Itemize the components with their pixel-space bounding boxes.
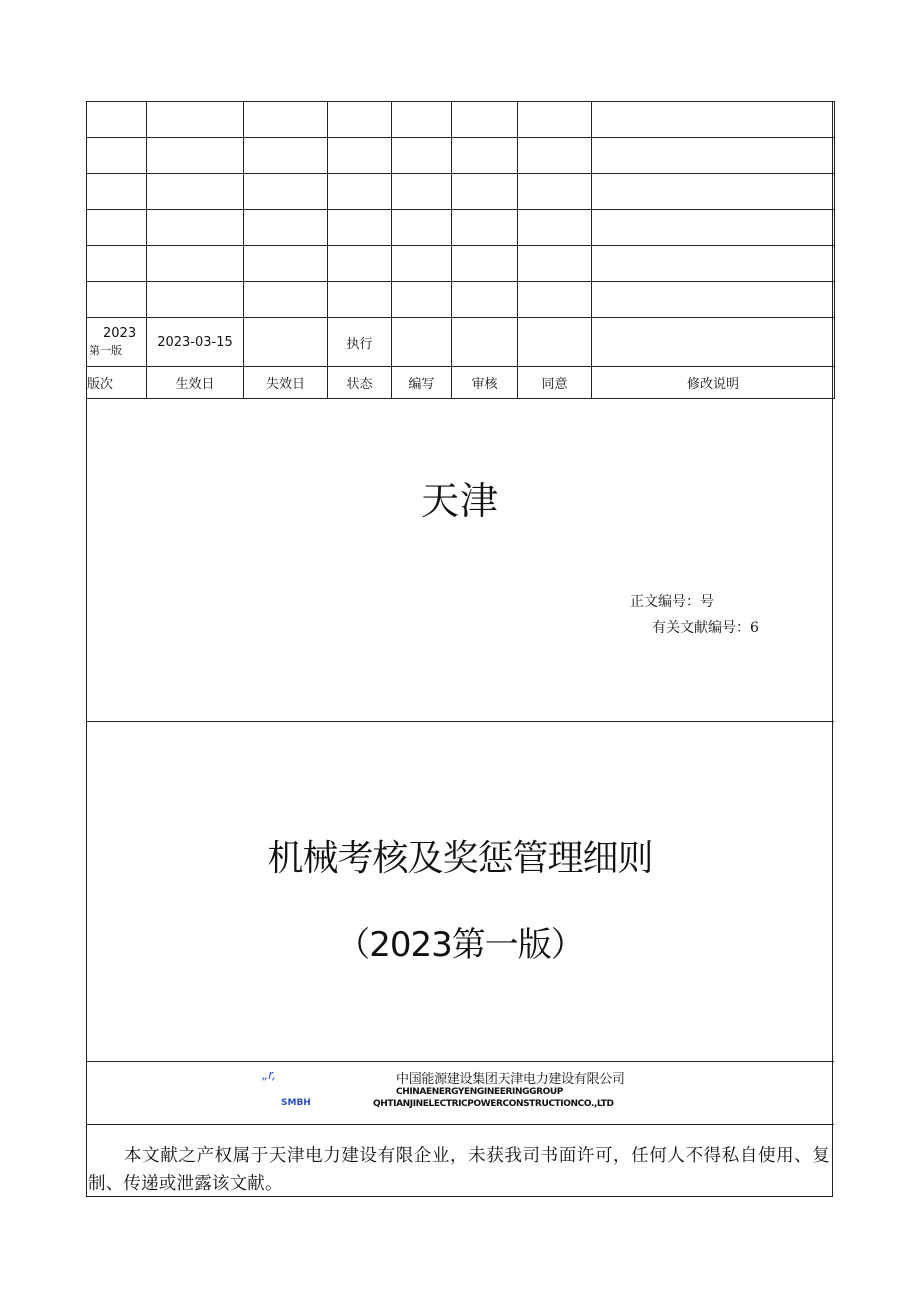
- table-cell: [87, 174, 147, 210]
- revision-header-row: [87, 367, 835, 399]
- document-title: 机械考核及奖惩管理细则: [267, 838, 653, 879]
- table-cell: [392, 174, 452, 210]
- table-cell: [392, 138, 452, 174]
- table-cell: [244, 138, 328, 174]
- revision-row: [87, 318, 835, 367]
- section-divider: [86, 721, 834, 722]
- table-cell: [87, 282, 147, 318]
- company-logo-icon: „r,: [262, 1068, 276, 1082]
- table-cell: [452, 210, 518, 246]
- revision-table: [86, 101, 835, 399]
- table-cell: [592, 210, 835, 246]
- table-cell: [518, 210, 592, 246]
- doc-number: 正文编号：号: [630, 594, 714, 610]
- status-cell: 执行: [328, 318, 392, 367]
- table-cell: [328, 282, 392, 318]
- table-cell: [328, 174, 392, 210]
- table-row: [87, 282, 835, 318]
- author-cell: [392, 318, 452, 367]
- version-cell: [87, 318, 147, 367]
- table-cell: [147, 102, 244, 138]
- table-cell: [592, 282, 835, 318]
- table-row: [87, 246, 835, 282]
- table-cell: [392, 282, 452, 318]
- table-cell: [328, 246, 392, 282]
- table-cell: [592, 138, 835, 174]
- header-reviewer: 审核: [452, 367, 518, 399]
- header-expiry-date: 失效日: [244, 367, 328, 399]
- header-approver: 同意: [518, 367, 592, 399]
- table-cell: [452, 246, 518, 282]
- related-doc-number: 有关文献编号：6: [652, 620, 759, 636]
- header-author: 编写: [392, 367, 452, 399]
- company-name-cn: 中国能源建设集团天津电力建设有限公司: [396, 1072, 625, 1087]
- table-cell: [87, 210, 147, 246]
- table-row: [87, 210, 835, 246]
- expiry-date-cell: [244, 318, 328, 367]
- table-cell: [592, 174, 835, 210]
- table-cell: [147, 282, 244, 318]
- table-cell: [147, 210, 244, 246]
- table-cell: [518, 174, 592, 210]
- table-cell: [328, 210, 392, 246]
- description-cell: [592, 318, 835, 367]
- table-cell: [452, 282, 518, 318]
- table-cell: [87, 102, 147, 138]
- header-status: 状态: [328, 367, 392, 399]
- table-cell: [147, 138, 244, 174]
- table-cell: [244, 282, 328, 318]
- approver-cell: [518, 318, 592, 367]
- company-logo-abbr: SMBH: [281, 1098, 311, 1108]
- table-cell: [518, 282, 592, 318]
- table-cell: [328, 138, 392, 174]
- company-name-en-line1: CHINAENERGYENGINEERINGGROUP: [396, 1087, 563, 1097]
- table-cell: [518, 102, 592, 138]
- table-cell: [518, 246, 592, 282]
- table-cell: [392, 210, 452, 246]
- table-cell: [392, 246, 452, 282]
- effective-date-cell: 2023-03-15: [147, 318, 244, 367]
- table-row: [87, 102, 835, 138]
- table-cell: [87, 246, 147, 282]
- table-cell: [244, 102, 328, 138]
- document-edition: （2023第一版）: [336, 925, 584, 965]
- table-cell: [244, 246, 328, 282]
- table-cell: [244, 210, 328, 246]
- table-cell: [518, 138, 592, 174]
- table-cell: [328, 102, 392, 138]
- table-cell: [452, 138, 518, 174]
- table-cell: [244, 174, 328, 210]
- table-cell: [147, 174, 244, 210]
- table-cell: [592, 102, 835, 138]
- version-year: 2023: [103, 326, 137, 341]
- table-cell: [147, 246, 244, 282]
- company-short-name: 天津: [420, 479, 499, 523]
- table-cell: [87, 138, 147, 174]
- table-row: [87, 138, 835, 174]
- table-cell: [592, 246, 835, 282]
- header-description: 修改说明: [592, 367, 835, 399]
- copyright-notice: 本文献之产权属于天津电力建设有限企业，未获我司书面许可，任何人不得私自使用、复制、传递或泄露该文献。: [88, 1146, 830, 1194]
- table-row: [87, 174, 835, 210]
- table-cell: [452, 102, 518, 138]
- table-cell: [392, 102, 452, 138]
- section-divider: [86, 1124, 834, 1125]
- reviewer-cell: [452, 318, 518, 367]
- table-cell: [452, 174, 518, 210]
- company-name-en-line2: QHTIANJINELECTRICPOWERCONSTRUCTIONCO.,LTD: [373, 1099, 614, 1109]
- header-effective-date: 生效日: [147, 367, 244, 399]
- header-version: 版次: [87, 367, 147, 399]
- version-edition: 第一版: [89, 344, 122, 357]
- section-divider: [86, 1061, 834, 1062]
